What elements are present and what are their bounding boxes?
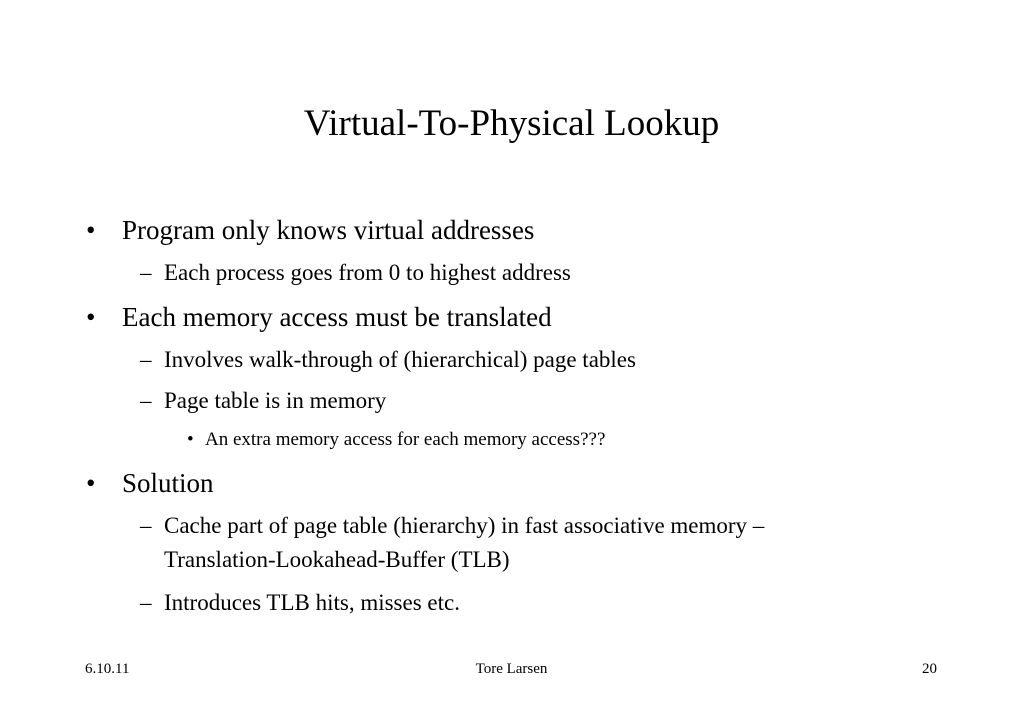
sub-bullet-item <box>140 346 636 374</box>
bullet-marker: • <box>86 215 96 245</box>
bullet-text: Each memory access must be translated <box>122 302 552 332</box>
sub-bullet-text: Involves walk-through of (hierarchical) page tables <box>164 347 636 372</box>
bullet-marker: • <box>86 468 96 498</box>
sub-bullet-item <box>140 512 765 540</box>
bullet-text: Solution <box>122 468 214 498</box>
bullet-text: Program only knows virtual addresses <box>122 215 535 245</box>
footer-date: 6.10.11 <box>85 661 130 677</box>
bullet-item <box>86 467 214 499</box>
dash-marker: – <box>140 260 152 285</box>
sub-bullet-continuation-text: Translation-Lookahead-Buffer (TLB) <box>164 547 510 572</box>
dash-marker: – <box>140 347 152 372</box>
sub-sub-bullet-text: An extra memory access for each memory access??? <box>205 429 606 450</box>
sub-bullet-text: Page table is in memory <box>164 388 387 413</box>
sub-bullet-item <box>140 589 460 617</box>
sub-bullet-item <box>140 259 571 287</box>
sub-bullet-text: Cache part of page table (hierarchy) in fast associative memory – <box>164 513 765 538</box>
slide-title: Virtual-To-Physical Lookup <box>303 103 720 144</box>
sub-bullet-item <box>140 387 387 415</box>
footer-author: Tore Larsen <box>475 661 548 677</box>
footer-page-number: 20 <box>922 661 937 677</box>
dash-marker: – <box>140 513 152 538</box>
sub-bullet-text: Each process goes from 0 to highest address <box>164 260 571 285</box>
dash-marker: – <box>140 388 152 413</box>
dash-marker: – <box>140 590 152 615</box>
bullet-marker: • <box>187 429 194 450</box>
sub-sub-bullet-item <box>187 428 606 452</box>
bullet-item <box>86 301 552 333</box>
bullet-item <box>86 214 535 246</box>
sub-bullet-text: Introduces TLB hits, misses etc. <box>164 590 460 615</box>
bullet-marker: • <box>86 302 96 332</box>
sub-bullet-continuation <box>164 546 510 574</box>
